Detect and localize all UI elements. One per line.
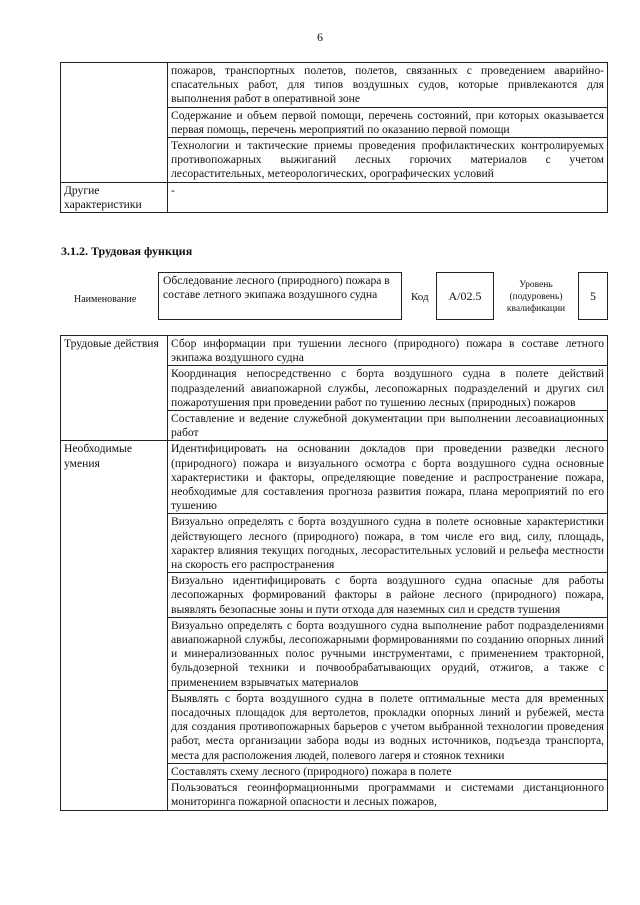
table-cell: Выявлять с борта воздушного судна в полете оптимальные места для временных посадочных площадок для вертолетов, прокладки опорных линий и рубежей, места для создания противопожарных барьеров с учетом выбранной технологии проведения работ, места организации забора воды из водных источников, подъезда транспорта, места для расположения людей, полевого лагеря и стоянок техники (168, 690, 608, 763)
table-cell: Визуально определять с борта воздушного судна выполнение работ подразделениями авиапожарной службы, лесопожарными формированиями по созданию опорных линий и минерализованных полос ручными инструментами, с применением тракторной, бульдозерной техники и почвообрабатывающих орудий, отжигов, а также с применением взрывчатых материалов (168, 617, 608, 690)
table-cell: пожаров, транспортных полетов, полетов, связанных с проведением аварийно-спасательных работ, для типов воздушных судов, которые привлекаются для выполнения работ в оперативной зоне (168, 63, 608, 108)
table-cell: Содержание и объем первой помощи, перечень состояний, при которых оказывается первая помощь, перечень мероприятий по оказанию первой помощи (168, 107, 608, 137)
name-value: Обследование лесного (природного) пожара в составе летного экипажа воздушного судна (158, 272, 402, 320)
function-header (60, 272, 608, 320)
level-value: 5 (578, 272, 608, 320)
table-cell: Технологии и тактические приемы проведения профилактических контролируемых противопожарных выжиганий лесных горючих материалов с учетом лесорастительных, метеорологических, орографических условий (168, 138, 608, 183)
table-left-cell (61, 63, 168, 183)
level-label: Уровень (подуровень) квалификации (506, 280, 566, 314)
skills-label: Необходимые умения (61, 441, 168, 810)
table-left-cell: Другие характеристики (61, 182, 168, 212)
function-table (60, 335, 608, 811)
table-cell: Идентифицировать на основании докладов при проведении разведки лесного (природного) пожара и визуального осмотра с борта воздушного судна основные характеристики и факторы, определяющие поведение и распространение пожара, необходимые для составления прогноза развития пожара, плана мероприятий по его тушению (168, 441, 608, 514)
labor-actions-label: Трудовые действия (61, 336, 168, 441)
table-cell: Сбор информации при тушении лесного (природного) пожара в составе летного экипажа воздушного судна (168, 336, 608, 366)
table-cell: Пользоваться геоинформационными программами и системами дистанционного мониторинга пожарной опасности и лесных пожаров, (168, 780, 608, 810)
knowledge-table (60, 62, 608, 213)
page-number: 6 (317, 30, 323, 44)
code-label: Код (411, 291, 429, 303)
section-title: 3.1.2. Трудовая функция (61, 244, 193, 258)
table-cell: Координация непосредственно с борта воздушного судна в полете действий подразделений авиапожарной службы, лесопожарных подразделений и других сил пожаротушения при проведении работ по тушению лесных (природных) пожаров (168, 366, 608, 411)
table-cell: Составление и ведение служебной документации при выполнении лесоавиационных работ (168, 411, 608, 441)
table-cell: Составлять схему лесного (природного) пожара в полете (168, 763, 608, 779)
table-cell: - (168, 182, 608, 212)
table-cell: Визуально идентифицировать с борта воздушного судна опасные для работы лесопожарных формирований факторы в районе лесного (природного) пожара, выявлять безопасные зоны и пути отхода для наземных сил и средств тушения (168, 573, 608, 618)
table-cell: Визуально определять с борта воздушного судна в полете основные характеристики действующего лесного (природного) пожара, в том числе его вид, силу, площадь, характер влияния текущих погодных, лесорастительных условий и рельефа местности на скорость его распространения (168, 514, 608, 573)
name-label: Наименование (74, 294, 137, 305)
code-value: А/02.5 (436, 272, 494, 320)
